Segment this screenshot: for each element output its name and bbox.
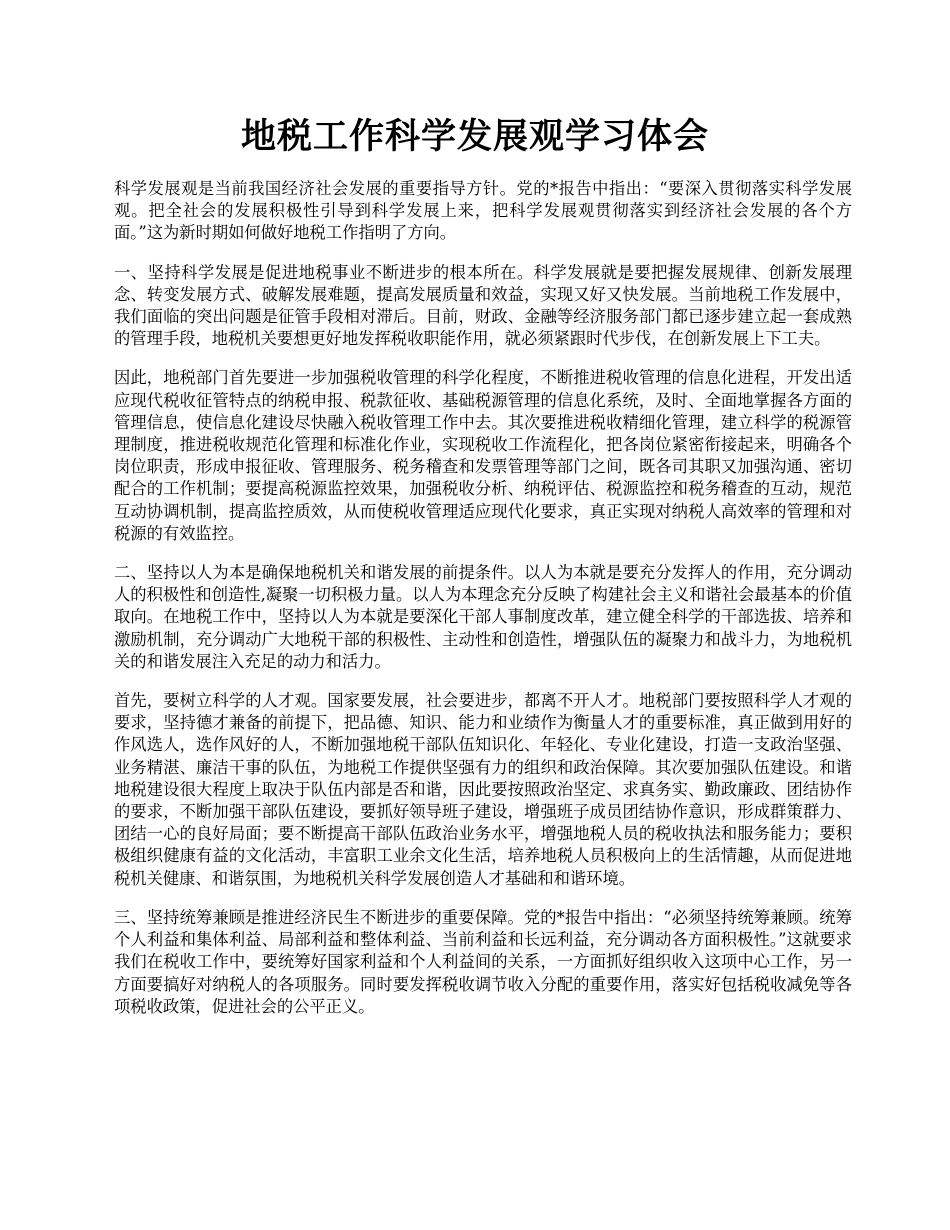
document-title: 地税工作科学发展观学习体会 [240, 116, 709, 157]
paragraph-section-2: 二、坚持以人为本是确保地税机关和谐发展的前提条件。以人为本就是要充分发挥人的作用，充分调动人的积极性和创造性,凝聚一切积极力量。以人为本理念充分反映了构建社会主义和谐社会最基本的价值取向。在地税工作中，坚持以人为本就是要深化干部人事制度改革，建立健全科学的干部选拔、培养和激励机制，充分调动广大地税干部的积极性、主动性和创造性，增强队伍的凝聚力和战斗力，为地税机关的和谐发展注入充足的动力和活力。 [114, 563, 852, 671]
paragraph-section-2-detail: 首先，要树立科学的人才观。国家要发展，社会要进步，都离不开人才。地税部门要按照科学人才观的要求，坚持德才兼备的前提下，把品德、知识、能力和业绩作为衡量人才的重要标准，真正做到用好的作风选人，选作风好的人，不断加强地税干部队伍知识化、年轻化、专业化建设，打造一支政治坚强、业务精湛、廉洁干事的队伍，为地税工作提供坚强有力的组织和政治保障。其次要加强队伍建设。和谐地税建设很大程度上取决于队伍内部是否和谐，因此要按照政治坚定、求真务实、勤政廉政、团结协作的要求，不断加强干部队伍建设，要抓好领导班子建设，增强班子成员团结协作意识，形成群策群力、团结一心的良好局面；要不断提高干部队伍政治业务水平，增强地税人员的税收执法和服务能力；要积极组织健康有益的文化活动，丰富职工业余文化生活，培养地税人员积极向上的生活情趣，从而促进地税机关健康、和谐氛围，为地税机关科学发展创造人才基础和和谐环境。 [114, 691, 852, 888]
document-body [114, 178, 852, 1035]
paragraph-section-3: 三、坚持统筹兼顾是推进经济民生不断进步的重要保障。党的*报告中指出：“必须坚持统筹兼顾。统筹个人利益和集体利益、局部利益和整体利益、当前利益和长远利益，充分调动各方面积极性。”这就要求我们在税收工作中，要统筹好国家利益和个人利益间的关系，一方面抓好组织收入这项中心工作，另一方面要搞好对纳税人的各项服务。同时要发挥税收调节收入分配的重要作用，落实好包括税收减免等各项税收政策，促进社会的公平正义。 [114, 907, 852, 1016]
paragraph-section-1-detail: 因此，地税部门首先要进一步加强税收管理的科学化程度，不断推进税收管理的信息化进程，开发出适应现代税收征管特点的纳税申报、税款征收、基础税源管理的信息化系统，及时、全面地掌握各方面的管理信息，使信息化建设尽快融入税收管理工作中去。其次要推进税收精细化管理，建立科学的税源管理制度，推进税收规范化管理和标准化作业，实现税收工作流程化，把各岗位紧密衔接起来，明确各个岗位职责，形成申报征收、管理服务、税务稽查和发票管理等部门之间，既各司其职又加强沟通、密切配合的工作机制；要提高税源监控效果，加强税收分析、纳税评估、税源监控和税务稽查的互动，规范互动协调机制，提高监控质效，从而使税收管理适应现代化要求，真正实现对纳税人高效率的管理和对税源的有效监控。 [114, 368, 852, 543]
paragraph-section-1: 一、坚持科学发展是促进地税事业不断进步的根本所在。科学发展就是要把握发展规律、创新发展理念、转变发展方式、破解发展难题，提高发展质量和效益，实现又好又快发展。当前地税工作发展中，我们面临的突出问题是征管手段相对滞后。目前，财政、金融等经济服务部门都已逐步建立起一套成熟的管理手段，地税机关要想更好地发挥税收职能作用，就必须紧跟时代步伐，在创新发展上下工夫。 [114, 262, 852, 349]
paragraph-intro: 科学发展观是当前我国经济社会发展的重要指导方针。党的*报告中指出：“要深入贯彻落实科学发展观。把全社会的发展积极性引导到科学发展上来，把科学发展观贯彻落实到经济社会发展的各个方面。”这为新时期如何做好地税工作指明了方向。 [114, 179, 852, 243]
